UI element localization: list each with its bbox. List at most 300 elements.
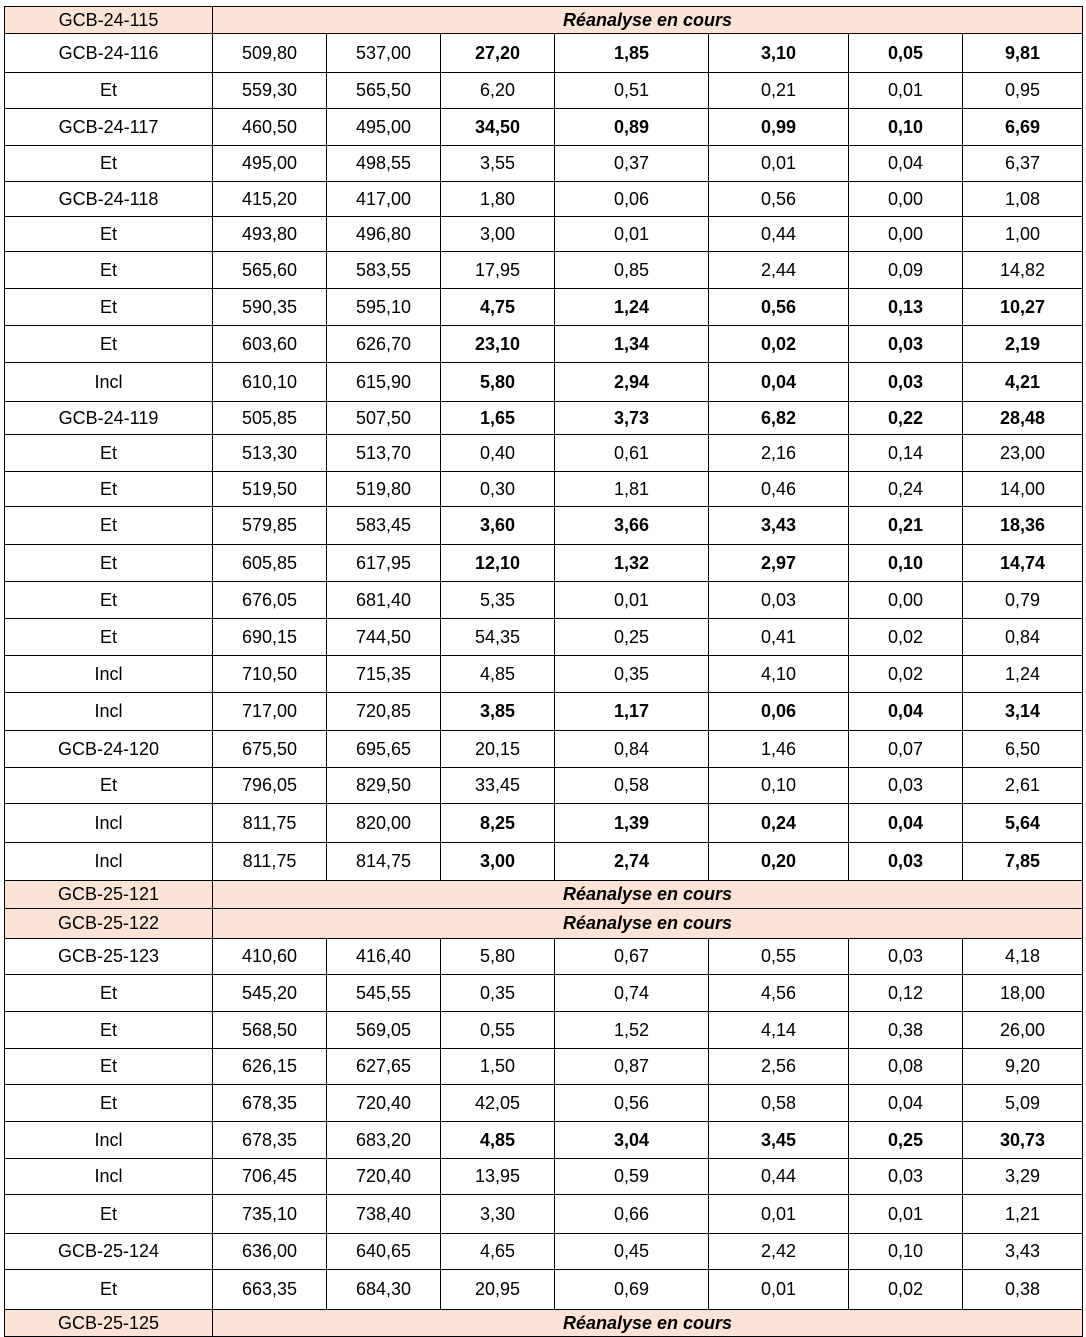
grade-b-cell: 0,02: [709, 326, 849, 363]
length-cell: 4,65: [441, 1234, 555, 1270]
to-cell: 715,35: [327, 656, 441, 693]
grade-b-cell: 0,01: [709, 1270, 849, 1310]
table-row: [5, 402, 1083, 435]
table-row: [5, 73, 1083, 109]
to-cell: 569,05: [327, 1012, 441, 1049]
table-row: [5, 804, 1083, 843]
from-cell: 513,30: [213, 435, 327, 472]
length-cell: 4,85: [441, 1122, 555, 1159]
grade-eq-cell: 4,21: [963, 363, 1083, 402]
hole-id-cell: GCB-25-124: [5, 1234, 213, 1270]
grade-eq-cell: 5,09: [963, 1085, 1083, 1122]
grade-eq-cell: 0,38: [963, 1270, 1083, 1310]
grade-b-cell: 2,16: [709, 435, 849, 472]
length-cell: 54,35: [441, 619, 555, 656]
hole-id-cell: Incl: [5, 804, 213, 843]
grade-a-cell: 0,58: [555, 768, 709, 804]
grade-c-cell: 0,03: [849, 768, 963, 804]
length-cell: 5,35: [441, 582, 555, 619]
grade-c-cell: 0,03: [849, 363, 963, 402]
grade-c-cell: 0,13: [849, 289, 963, 326]
grade-eq-cell: 1,21: [963, 1195, 1083, 1234]
to-cell: 683,20: [327, 1122, 441, 1159]
grade-b-cell: 2,42: [709, 1234, 849, 1270]
grade-b-cell: 0,21: [709, 73, 849, 109]
hole-id-cell: Et: [5, 472, 213, 507]
to-cell: 496,80: [327, 217, 441, 252]
to-cell: 417,00: [327, 182, 441, 217]
from-cell: 676,05: [213, 582, 327, 619]
grade-a-cell: 1,52: [555, 1012, 709, 1049]
grade-c-cell: 0,02: [849, 656, 963, 693]
table-row: [5, 731, 1083, 768]
grade-c-cell: 0,02: [849, 619, 963, 656]
grade-b-cell: 2,44: [709, 252, 849, 289]
grade-a-cell: 1,24: [555, 289, 709, 326]
to-cell: 583,55: [327, 252, 441, 289]
grade-c-cell: 0,10: [849, 109, 963, 146]
from-cell: 675,50: [213, 731, 327, 768]
length-cell: 4,85: [441, 656, 555, 693]
length-cell: 13,95: [441, 1159, 555, 1195]
table-row: [5, 109, 1083, 146]
grade-a-cell: 1,32: [555, 545, 709, 582]
to-cell: 519,80: [327, 472, 441, 507]
from-cell: 605,85: [213, 545, 327, 582]
grade-c-cell: 0,08: [849, 1049, 963, 1085]
grade-b-cell: 4,10: [709, 656, 849, 693]
from-cell: 568,50: [213, 1012, 327, 1049]
from-cell: 603,60: [213, 326, 327, 363]
from-cell: 706,45: [213, 1159, 327, 1195]
to-cell: 583,45: [327, 507, 441, 545]
grade-a-cell: 0,01: [555, 217, 709, 252]
grade-eq-cell: 1,08: [963, 182, 1083, 217]
to-cell: 416,40: [327, 939, 441, 975]
grade-c-cell: 0,01: [849, 73, 963, 109]
to-cell: 513,70: [327, 435, 441, 472]
hole-id-cell: GCB-25-121: [5, 881, 213, 909]
grade-c-cell: 0,04: [849, 693, 963, 731]
hole-id-cell: GCB-24-118: [5, 182, 213, 217]
to-cell: 495,00: [327, 109, 441, 146]
grade-a-cell: 0,74: [555, 975, 709, 1012]
grade-eq-cell: 5,64: [963, 804, 1083, 843]
grade-b-cell: 0,99: [709, 109, 849, 146]
table-row: [5, 182, 1083, 217]
to-cell: 695,65: [327, 731, 441, 768]
grade-c-cell: 0,10: [849, 545, 963, 582]
grade-c-cell: 0,02: [849, 1270, 963, 1310]
hole-id-cell: Et: [5, 1270, 213, 1310]
to-cell: 829,50: [327, 768, 441, 804]
hole-id-cell: GCB-24-119: [5, 402, 213, 435]
table-row: [5, 34, 1083, 73]
to-cell: 720,85: [327, 693, 441, 731]
grade-a-cell: 0,69: [555, 1270, 709, 1310]
table-row: [5, 619, 1083, 656]
grade-eq-cell: 0,79: [963, 582, 1083, 619]
hole-id-cell: Et: [5, 1012, 213, 1049]
grade-b-cell: 0,04: [709, 363, 849, 402]
from-cell: 579,85: [213, 507, 327, 545]
grade-b-cell: 0,03: [709, 582, 849, 619]
grade-a-cell: 1,85: [555, 34, 709, 73]
table-row: [5, 1012, 1083, 1049]
table-row: [5, 1159, 1083, 1195]
from-cell: 678,35: [213, 1122, 327, 1159]
to-cell: 720,40: [327, 1159, 441, 1195]
to-cell: 744,50: [327, 619, 441, 656]
length-cell: 20,15: [441, 731, 555, 768]
reanalysis-row: [5, 1310, 1083, 1337]
grade-b-cell: 4,14: [709, 1012, 849, 1049]
from-cell: 735,10: [213, 1195, 327, 1234]
grade-c-cell: 0,10: [849, 1234, 963, 1270]
table-row: [5, 693, 1083, 731]
grade-eq-cell: 3,14: [963, 693, 1083, 731]
grade-eq-cell: 14,00: [963, 472, 1083, 507]
grade-b-cell: 4,56: [709, 975, 849, 1012]
hole-id-cell: GCB-25-123: [5, 939, 213, 975]
hole-id-cell: Et: [5, 146, 213, 182]
grade-a-cell: 0,84: [555, 731, 709, 768]
grade-b-cell: 0,24: [709, 804, 849, 843]
grade-b-cell: 6,82: [709, 402, 849, 435]
grade-a-cell: 3,73: [555, 402, 709, 435]
grade-eq-cell: 18,36: [963, 507, 1083, 545]
grade-eq-cell: 28,48: [963, 402, 1083, 435]
grade-c-cell: 0,00: [849, 217, 963, 252]
from-cell: 811,75: [213, 804, 327, 843]
from-cell: 690,15: [213, 619, 327, 656]
from-cell: 493,80: [213, 217, 327, 252]
grade-c-cell: 0,25: [849, 1122, 963, 1159]
length-cell: 5,80: [441, 363, 555, 402]
grade-a-cell: 0,59: [555, 1159, 709, 1195]
assay-results-table: [4, 6, 1083, 1337]
grade-a-cell: 0,56: [555, 1085, 709, 1122]
grade-eq-cell: 9,81: [963, 34, 1083, 73]
hole-id-cell: Et: [5, 289, 213, 326]
hole-id-cell: GCB-25-125: [5, 1310, 213, 1337]
grade-b-cell: 0,44: [709, 217, 849, 252]
from-cell: 519,50: [213, 472, 327, 507]
to-cell: 615,90: [327, 363, 441, 402]
to-cell: 627,65: [327, 1049, 441, 1085]
table-row: [5, 507, 1083, 545]
hole-id-cell: Et: [5, 975, 213, 1012]
length-cell: 1,50: [441, 1049, 555, 1085]
grade-eq-cell: 23,00: [963, 435, 1083, 472]
from-cell: 717,00: [213, 693, 327, 731]
hole-id-cell: Incl: [5, 843, 213, 881]
from-cell: 796,05: [213, 768, 327, 804]
length-cell: 0,35: [441, 975, 555, 1012]
length-cell: 4,75: [441, 289, 555, 326]
grade-eq-cell: 2,19: [963, 326, 1083, 363]
grade-a-cell: 0,85: [555, 252, 709, 289]
grade-eq-cell: 2,61: [963, 768, 1083, 804]
hole-id-cell: GCB-24-117: [5, 109, 213, 146]
length-cell: 3,55: [441, 146, 555, 182]
length-cell: 0,30: [441, 472, 555, 507]
length-cell: 3,85: [441, 693, 555, 731]
length-cell: 6,20: [441, 73, 555, 109]
hole-id-cell: Et: [5, 768, 213, 804]
hole-id-cell: Et: [5, 545, 213, 582]
status-note-cell: Réanalyse en cours: [213, 1310, 1083, 1337]
hole-id-cell: GCB-25-122: [5, 909, 213, 939]
grade-a-cell: 3,66: [555, 507, 709, 545]
to-cell: 626,70: [327, 326, 441, 363]
grade-c-cell: 0,05: [849, 34, 963, 73]
grade-eq-cell: 3,43: [963, 1234, 1083, 1270]
from-cell: 610,10: [213, 363, 327, 402]
grade-a-cell: 2,94: [555, 363, 709, 402]
table-row: [5, 289, 1083, 326]
length-cell: 27,20: [441, 34, 555, 73]
grade-b-cell: 0,06: [709, 693, 849, 731]
grade-c-cell: 0,03: [849, 939, 963, 975]
length-cell: 3,30: [441, 1195, 555, 1234]
grade-b-cell: 3,10: [709, 34, 849, 73]
table-row: [5, 363, 1083, 402]
grade-b-cell: 0,46: [709, 472, 849, 507]
table-row: [5, 472, 1083, 507]
table-row: [5, 1122, 1083, 1159]
grade-a-cell: 1,17: [555, 693, 709, 731]
length-cell: 17,95: [441, 252, 555, 289]
length-cell: 8,25: [441, 804, 555, 843]
table-row: [5, 768, 1083, 804]
to-cell: 595,10: [327, 289, 441, 326]
grade-eq-cell: 10,27: [963, 289, 1083, 326]
grade-c-cell: 0,14: [849, 435, 963, 472]
length-cell: 5,80: [441, 939, 555, 975]
from-cell: 410,60: [213, 939, 327, 975]
grade-c-cell: 0,38: [849, 1012, 963, 1049]
grade-a-cell: 0,51: [555, 73, 709, 109]
hole-id-cell: GCB-24-120: [5, 731, 213, 768]
length-cell: 20,95: [441, 1270, 555, 1310]
grade-b-cell: 0,44: [709, 1159, 849, 1195]
table-row: [5, 217, 1083, 252]
to-cell: 545,55: [327, 975, 441, 1012]
from-cell: 590,35: [213, 289, 327, 326]
grade-a-cell: 0,25: [555, 619, 709, 656]
grade-a-cell: 0,67: [555, 939, 709, 975]
from-cell: 505,85: [213, 402, 327, 435]
grade-eq-cell: 6,50: [963, 731, 1083, 768]
grade-c-cell: 0,09: [849, 252, 963, 289]
table-row: [5, 1234, 1083, 1270]
from-cell: 460,50: [213, 109, 327, 146]
grade-b-cell: 0,20: [709, 843, 849, 881]
grade-a-cell: 0,37: [555, 146, 709, 182]
from-cell: 495,00: [213, 146, 327, 182]
length-cell: 3,00: [441, 843, 555, 881]
from-cell: 545,20: [213, 975, 327, 1012]
from-cell: 663,35: [213, 1270, 327, 1310]
grade-c-cell: 0,22: [849, 402, 963, 435]
table-row: [5, 975, 1083, 1012]
grade-a-cell: 0,45: [555, 1234, 709, 1270]
table-row: [5, 939, 1083, 975]
grade-b-cell: 2,97: [709, 545, 849, 582]
hole-id-cell: GCB-24-115: [5, 7, 213, 34]
to-cell: 720,40: [327, 1085, 441, 1122]
grade-b-cell: 0,41: [709, 619, 849, 656]
status-note-cell: Réanalyse en cours: [213, 7, 1083, 34]
grade-eq-cell: 4,18: [963, 939, 1083, 975]
hole-id-cell: Et: [5, 507, 213, 545]
from-cell: 626,15: [213, 1049, 327, 1085]
table-row: [5, 582, 1083, 619]
grade-eq-cell: 7,85: [963, 843, 1083, 881]
table-row: [5, 843, 1083, 881]
length-cell: 1,65: [441, 402, 555, 435]
grade-eq-cell: 26,00: [963, 1012, 1083, 1049]
hole-id-cell: Et: [5, 1195, 213, 1234]
length-cell: 1,80: [441, 182, 555, 217]
grade-a-cell: 3,04: [555, 1122, 709, 1159]
table-row: [5, 1049, 1083, 1085]
table-row: [5, 326, 1083, 363]
grade-eq-cell: 18,00: [963, 975, 1083, 1012]
length-cell: 0,40: [441, 435, 555, 472]
from-cell: 415,20: [213, 182, 327, 217]
grade-b-cell: 0,58: [709, 1085, 849, 1122]
grade-c-cell: 0,04: [849, 1085, 963, 1122]
hole-id-cell: Et: [5, 1049, 213, 1085]
grade-a-cell: 0,61: [555, 435, 709, 472]
hole-id-cell: Incl: [5, 363, 213, 402]
to-cell: 498,55: [327, 146, 441, 182]
length-cell: 34,50: [441, 109, 555, 146]
status-note-cell: Réanalyse en cours: [213, 881, 1083, 909]
hole-id-cell: Et: [5, 252, 213, 289]
from-cell: 509,80: [213, 34, 327, 73]
hole-id-cell: Incl: [5, 656, 213, 693]
grade-a-cell: 0,06: [555, 182, 709, 217]
grade-eq-cell: 30,73: [963, 1122, 1083, 1159]
from-cell: 636,00: [213, 1234, 327, 1270]
assay-results-table-wrapper: [4, 6, 1082, 1337]
status-note-cell: Réanalyse en cours: [213, 909, 1083, 939]
table-row: [5, 1195, 1083, 1234]
grade-a-cell: 0,66: [555, 1195, 709, 1234]
grade-b-cell: 0,56: [709, 289, 849, 326]
grade-b-cell: 0,01: [709, 1195, 849, 1234]
from-cell: 710,50: [213, 656, 327, 693]
grade-b-cell: 3,45: [709, 1122, 849, 1159]
reanalysis-row: [5, 909, 1083, 939]
table-row: [5, 1085, 1083, 1122]
grade-a-cell: 0,87: [555, 1049, 709, 1085]
grade-b-cell: 2,56: [709, 1049, 849, 1085]
to-cell: 537,00: [327, 34, 441, 73]
grade-b-cell: 3,43: [709, 507, 849, 545]
grade-c-cell: 0,03: [849, 1159, 963, 1195]
grade-c-cell: 0,00: [849, 182, 963, 217]
from-cell: 559,30: [213, 73, 327, 109]
grade-a-cell: 1,34: [555, 326, 709, 363]
grade-b-cell: 0,01: [709, 146, 849, 182]
to-cell: 684,30: [327, 1270, 441, 1310]
grade-eq-cell: 6,69: [963, 109, 1083, 146]
grade-eq-cell: 1,00: [963, 217, 1083, 252]
grade-eq-cell: 6,37: [963, 146, 1083, 182]
table-row: [5, 252, 1083, 289]
grade-c-cell: 0,03: [849, 326, 963, 363]
to-cell: 507,50: [327, 402, 441, 435]
table-row: [5, 435, 1083, 472]
length-cell: 23,10: [441, 326, 555, 363]
to-cell: 814,75: [327, 843, 441, 881]
to-cell: 820,00: [327, 804, 441, 843]
grade-eq-cell: 0,84: [963, 619, 1083, 656]
grade-b-cell: 0,10: [709, 768, 849, 804]
hole-id-cell: Et: [5, 435, 213, 472]
grade-c-cell: 0,03: [849, 843, 963, 881]
to-cell: 640,65: [327, 1234, 441, 1270]
to-cell: 738,40: [327, 1195, 441, 1234]
grade-c-cell: 0,07: [849, 731, 963, 768]
grade-c-cell: 0,04: [849, 804, 963, 843]
grade-eq-cell: 3,29: [963, 1159, 1083, 1195]
grade-c-cell: 0,01: [849, 1195, 963, 1234]
hole-id-cell: Et: [5, 326, 213, 363]
grade-a-cell: 1,39: [555, 804, 709, 843]
grade-a-cell: 0,35: [555, 656, 709, 693]
hole-id-cell: Incl: [5, 1159, 213, 1195]
table-row: [5, 1270, 1083, 1310]
reanalysis-row: [5, 881, 1083, 909]
grade-b-cell: 0,55: [709, 939, 849, 975]
hole-id-cell: Et: [5, 582, 213, 619]
hole-id-cell: Incl: [5, 1122, 213, 1159]
grade-a-cell: 1,81: [555, 472, 709, 507]
to-cell: 565,50: [327, 73, 441, 109]
grade-b-cell: 0,56: [709, 182, 849, 217]
hole-id-cell: Et: [5, 619, 213, 656]
length-cell: 0,55: [441, 1012, 555, 1049]
grade-c-cell: 0,24: [849, 472, 963, 507]
to-cell: 617,95: [327, 545, 441, 582]
length-cell: 12,10: [441, 545, 555, 582]
length-cell: 3,60: [441, 507, 555, 545]
grade-b-cell: 1,46: [709, 731, 849, 768]
table-body: [5, 7, 1083, 1337]
reanalysis-row: [5, 7, 1083, 34]
hole-id-cell: GCB-24-116: [5, 34, 213, 73]
grade-a-cell: 0,01: [555, 582, 709, 619]
grade-eq-cell: 1,24: [963, 656, 1083, 693]
grade-c-cell: 0,12: [849, 975, 963, 1012]
hole-id-cell: Et: [5, 1085, 213, 1122]
hole-id-cell: Et: [5, 73, 213, 109]
table-row: [5, 545, 1083, 582]
grade-eq-cell: 9,20: [963, 1049, 1083, 1085]
grade-c-cell: 0,21: [849, 507, 963, 545]
hole-id-cell: Incl: [5, 693, 213, 731]
grade-eq-cell: 0,95: [963, 73, 1083, 109]
grade-a-cell: 0,89: [555, 109, 709, 146]
grade-eq-cell: 14,82: [963, 252, 1083, 289]
grade-eq-cell: 14,74: [963, 545, 1083, 582]
from-cell: 565,60: [213, 252, 327, 289]
